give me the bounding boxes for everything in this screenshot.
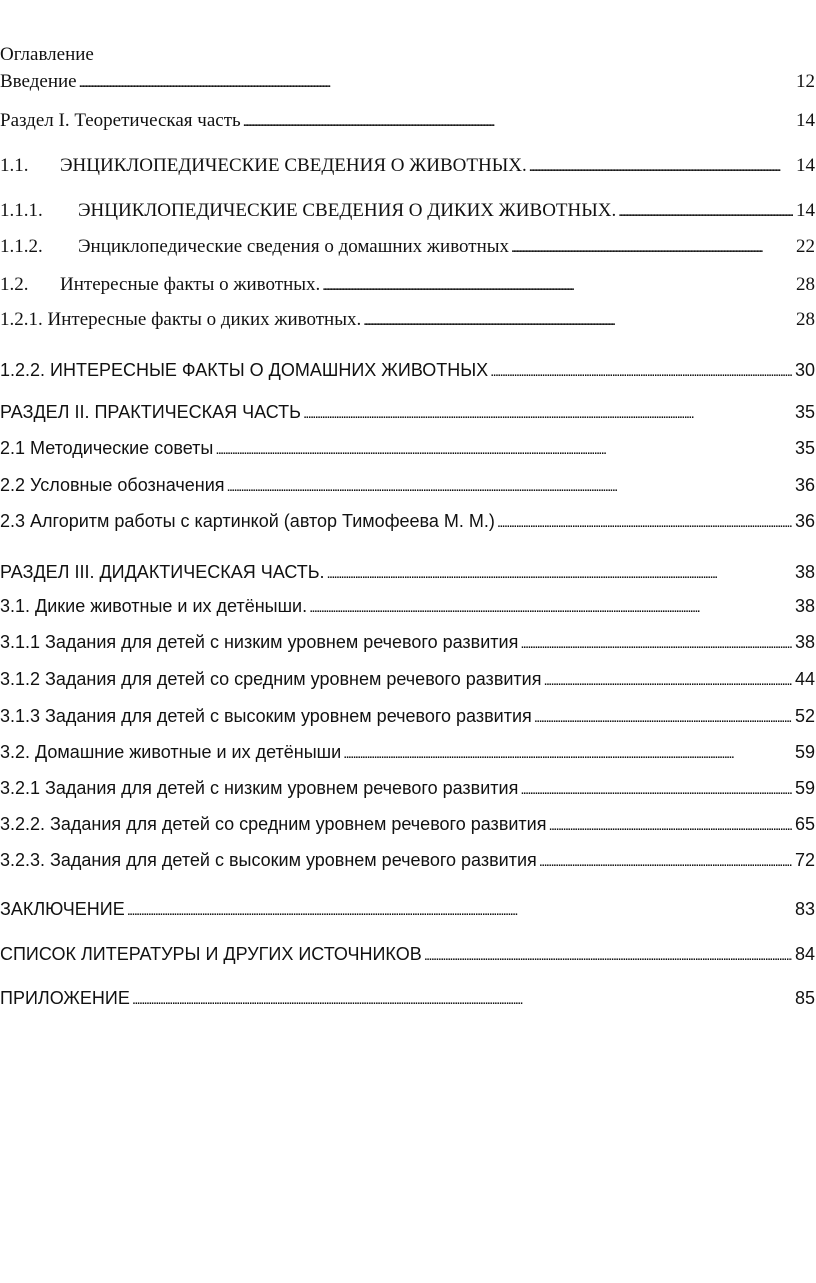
toc-dot-leader xyxy=(424,944,792,966)
toc-entry-2-1[interactable] xyxy=(0,436,815,460)
toc-entry-1-1[interactable] xyxy=(0,154,815,178)
toc-page-number: 35 xyxy=(794,438,815,458)
toc-entry-text: РАЗДЕЛ II. ПРАКТИЧЕСКАЯ ЧАСТЬ xyxy=(0,402,301,422)
toc-entry-3-1-3[interactable] xyxy=(0,704,815,728)
toc-entry-text: 2.2 Условные обозначения xyxy=(0,475,225,495)
toc-dot-leader xyxy=(534,706,792,728)
toc-dot-leader xyxy=(132,988,792,1010)
toc-entry-text: 3.1.3 Задания для детей с высоким уровнем речевого развития xyxy=(0,706,532,726)
toc-entry-3-2[interactable] xyxy=(0,740,815,764)
toc-entry-3-2-1[interactable] xyxy=(0,776,815,800)
toc-entry-1-1-2[interactable] xyxy=(0,235,815,259)
toc-entry-2-3[interactable] xyxy=(0,509,815,533)
toc-page-number: 14 xyxy=(796,110,815,131)
toc-entry-1-2[interactable] xyxy=(0,273,815,297)
toc-entry-3-1-2[interactable] xyxy=(0,667,815,691)
toc-entry-number: 1.1. xyxy=(0,155,29,176)
toc-dot-leader xyxy=(520,778,792,800)
toc-entry-text: 1.2.2. ИНТЕРЕСНЫЕ ФАКТЫ О ДОМАШНИХ ЖИВОТНЫХ xyxy=(0,360,489,380)
toc-entry-text: СПИСОК ЛИТЕРАТУРЫ И ДРУГИХ ИСТОЧНИКОВ xyxy=(0,944,422,964)
toc-entry-text: 3.1.2 Задания для детей со средним уровнем речевого развития xyxy=(0,669,542,689)
toc-entry-3-2-2[interactable] xyxy=(0,812,815,836)
toc-entry-1-2-1[interactable] xyxy=(0,308,815,332)
toc-entry-text: 2.3 Алгоритм работы с картинкой (автор Тимофеева М. М.) xyxy=(0,511,495,531)
toc-entry-conclusion[interactable] xyxy=(0,897,815,921)
toc-dot-leader xyxy=(539,850,792,872)
toc-page-number: 44 xyxy=(794,669,815,689)
toc-page-number: 28 xyxy=(796,274,815,295)
toc-entry-1-1-1[interactable] xyxy=(0,199,815,223)
toc-entry-text: 3.2.2. Задания для детей со средним уровнем речевого развития xyxy=(0,814,547,834)
toc-page-number: 85 xyxy=(794,988,815,1008)
toc-page-number: 12 xyxy=(796,71,815,92)
toc-page-number: 59 xyxy=(794,742,815,762)
toc-page-number: 14 xyxy=(796,155,815,176)
toc-page-number: 59 xyxy=(794,778,815,798)
toc-dot-leader xyxy=(490,360,792,382)
page-title: Оглавление xyxy=(0,44,94,65)
toc-entry-text: ЗАКЛЮЧЕНИЕ xyxy=(0,899,125,919)
toc-dot-leader xyxy=(327,562,792,584)
toc-dot-leader xyxy=(227,475,792,497)
toc-dot-leader xyxy=(520,632,792,654)
toc-page-number: 22 xyxy=(796,236,815,257)
toc-entry-text: Интересные факты о животных. xyxy=(60,274,321,295)
toc-dot-leader xyxy=(127,899,792,921)
toc-dot-leader xyxy=(529,155,793,178)
toc-entry-number: 1.1.2. xyxy=(0,236,43,257)
toc-entry-appendix[interactable] xyxy=(0,986,815,1010)
toc-dot-leader xyxy=(511,236,793,259)
toc-page-number: 84 xyxy=(794,944,815,964)
toc-dot-leader xyxy=(548,814,791,836)
toc-entry-text: 3.1. Дикие животные и их детёныши. xyxy=(0,596,308,616)
toc-entry-bibliography[interactable] xyxy=(0,942,815,966)
toc-dot-leader xyxy=(243,110,793,133)
toc-dot-leader xyxy=(303,402,792,424)
toc-dot-leader xyxy=(343,742,792,764)
toc-dot-leader xyxy=(618,200,793,223)
toc-entry-1-2-2[interactable] xyxy=(0,358,815,382)
toc-entry-text: 1.2.1. Интересные факты о диких животных. xyxy=(0,309,362,330)
toc-entry-3-1[interactable] xyxy=(0,594,815,618)
toc-page-number: 36 xyxy=(794,511,815,531)
toc-entry-2-2[interactable] xyxy=(0,473,815,497)
toc-entry-section-3[interactable] xyxy=(0,560,815,584)
toc-entry-section-2[interactable] xyxy=(0,400,815,424)
toc-entry-text: ПРИЛОЖЕНИЕ xyxy=(0,988,130,1008)
toc-dot-leader xyxy=(322,274,793,297)
toc-page-number: 52 xyxy=(794,706,815,726)
toc-entry-number: 1.1.1. xyxy=(0,200,43,221)
toc-dot-leader xyxy=(363,309,793,332)
toc-entry-number: 1.2. xyxy=(0,274,29,295)
toc-entry-text: ЭНЦИКЛОПЕДИЧЕСКИЕ СВЕДЕНИЯ О ЖИВОТНЫХ. xyxy=(60,155,527,176)
toc-page-number: 83 xyxy=(794,899,815,919)
toc-entry-text: Введение xyxy=(0,71,77,92)
toc-page-number: 35 xyxy=(794,402,815,422)
toc-dot-leader xyxy=(215,438,792,460)
toc-page-number: 38 xyxy=(794,596,815,616)
toc-dot-leader xyxy=(543,669,791,691)
toc-entry-text: ЭНЦИКЛОПЕДИЧЕСКИЕ СВЕДЕНИЯ О ДИКИХ ЖИВОТНЫХ. xyxy=(78,200,617,221)
toc-entry-text: РАЗДЕЛ III. ДИДАКТИЧЕСКАЯ ЧАСТЬ. xyxy=(0,562,325,582)
toc-page-number: 14 xyxy=(796,200,815,221)
toc-entry-section-1[interactable] xyxy=(0,109,815,133)
toc-entry-intro[interactable] xyxy=(0,70,815,94)
toc-dot-leader xyxy=(79,71,793,94)
toc-entry-text: Энциклопедические сведения о домашних животных xyxy=(78,236,510,257)
toc-page-number: 28 xyxy=(796,309,815,330)
toc-page-number: 72 xyxy=(794,850,815,870)
toc-entry-text: 3.2.1 Задания для детей с низким уровнем речевого развития xyxy=(0,778,519,798)
toc-dot-leader xyxy=(497,511,792,533)
toc-entry-text: 3.2.3. Задания для детей с высоким уровнем речевого развития xyxy=(0,850,537,870)
toc-page-number: 65 xyxy=(794,814,815,834)
toc-page-number: 38 xyxy=(794,562,815,582)
toc-page-number: 36 xyxy=(794,475,815,495)
toc-entry-text: 3.2. Домашние животные и их детёныши xyxy=(0,742,342,762)
toc-entry-text: 3.1.1 Задания для детей с низким уровнем речевого развития xyxy=(0,632,519,652)
toc-entry-3-1-1[interactable] xyxy=(0,630,815,654)
toc-page-number: 30 xyxy=(794,360,815,380)
toc-page-number: 38 xyxy=(794,632,815,652)
toc-entry-text: Раздел I. Теоретическая часть xyxy=(0,110,241,131)
toc-dot-leader xyxy=(309,596,792,618)
toc-entry-3-2-3[interactable] xyxy=(0,848,815,872)
toc-entry-text: 2.1 Методические советы xyxy=(0,438,214,458)
